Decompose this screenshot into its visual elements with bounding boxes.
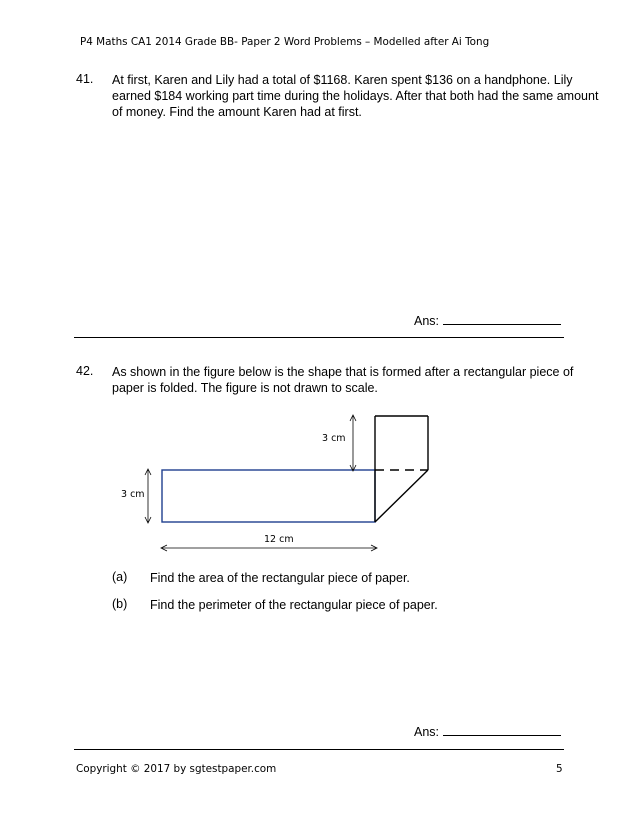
footer-copyright: Copyright © 2017 by sgtestpaper.com [76,763,277,775]
question-41-line-2: earned $184 working part time during the holidays. After that both had the same amount [112,89,599,103]
footer-divider [74,749,564,750]
bottom-dimension-label: 12 cm [264,534,294,545]
flap-diagonal-edge [375,470,428,522]
question-42-line-1: As shown in the figure below is the shape that is formed after a rectangular piece of [112,365,574,379]
page-number: 5 [556,763,563,775]
part-a-label: (a) [112,570,128,584]
question-42-answer [414,723,561,739]
page-header: P4 Maths CA1 2014 Grade BB- Paper 2 Word Problems – Modelled after Ai Tong [80,36,490,48]
rectangle-body [162,470,375,522]
part-b-text: Find the perimeter of the rectangular piece of paper. [150,598,438,612]
question-41-line-3: of money. Find the amount Karen had at first. [112,105,362,119]
answer-label: Ans: [414,725,440,739]
question-41-number: 41. [76,72,94,86]
question-42-number: 42. [76,364,94,378]
question-42-line-2: paper is folded. The figure is not drawn to scale. [112,381,378,395]
left-dimension-label: 3 cm [121,489,145,500]
question-41-line-1: At first, Karen and Lily had a total of $1168. Karen spent $136 on a handphone. Lily [112,73,573,87]
answer-label: Ans: [414,314,440,328]
top-dimension-label: 3 cm [322,433,346,444]
answer-blank[interactable] [443,723,561,736]
part-a-text: Find the area of the rectangular piece of paper. [150,571,410,585]
part-b-label: (b) [112,597,128,611]
